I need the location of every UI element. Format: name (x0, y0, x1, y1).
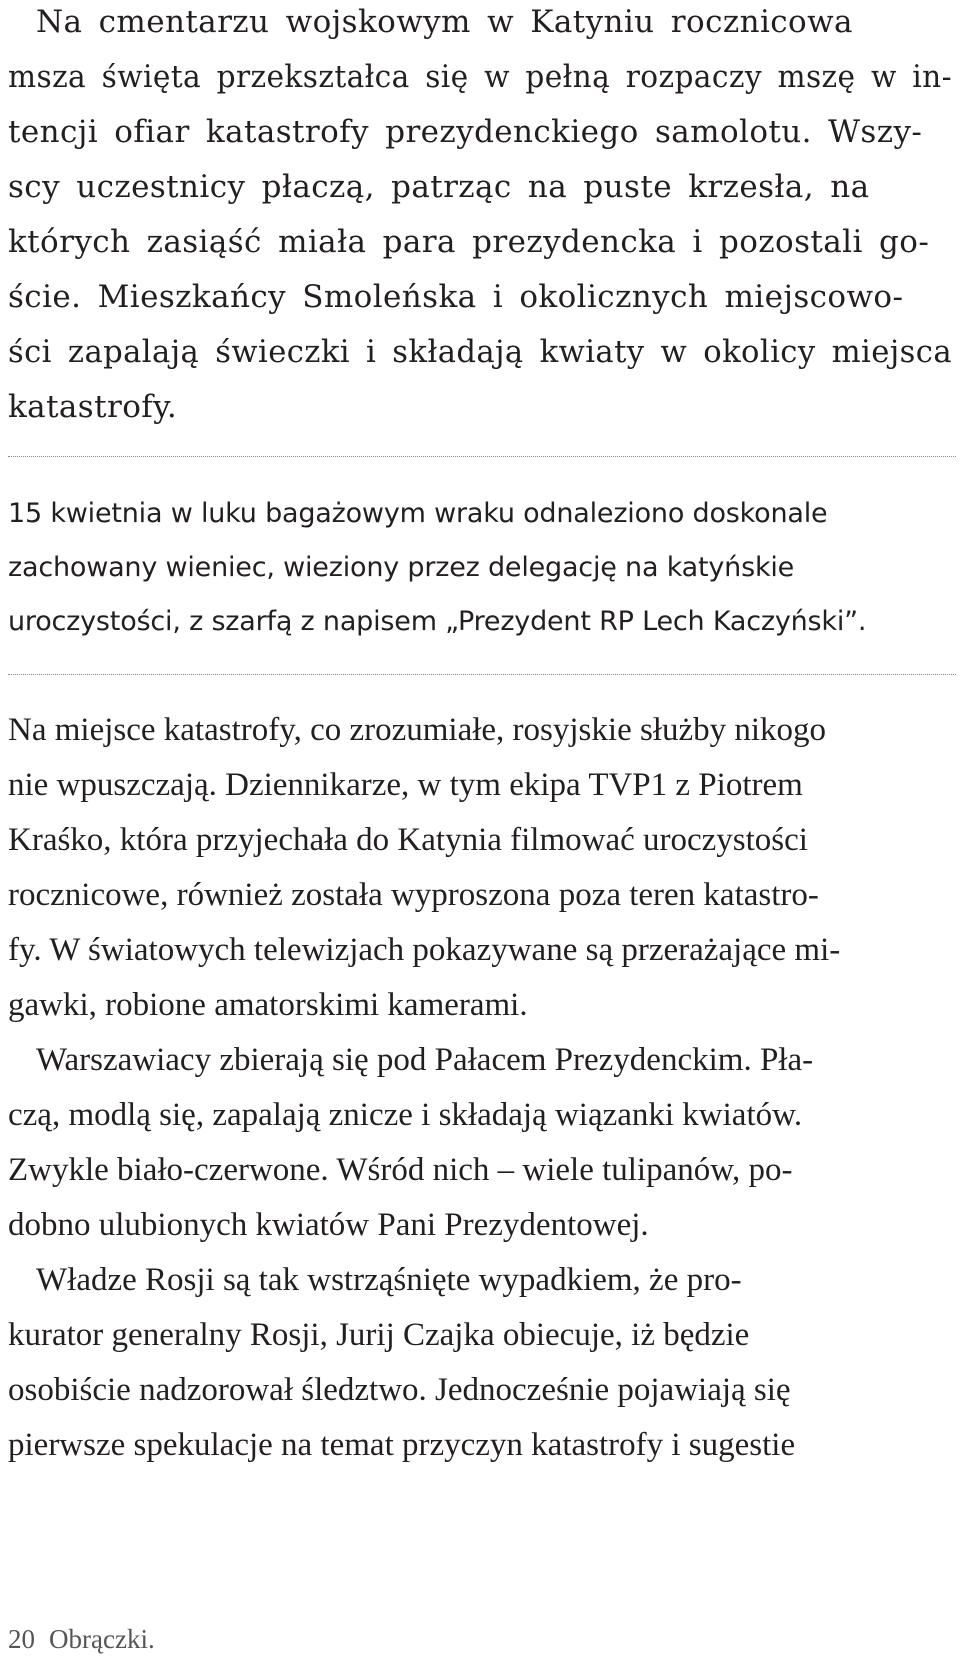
dotted-divider (8, 674, 956, 675)
text-line: Na cmentarzu wojskowym w Katyniu rocznicowa (36, 4, 853, 40)
text-line: pierwsze spekulacje na temat przyczyn katastrofy i sugestie (8, 1427, 796, 1463)
text-line: ście. Mieszkańcy Smoleńska i okolicznych miejscowo- (8, 279, 904, 315)
text-line: msza święta przekształca się w pełną rozpaczy mszę w in- (8, 59, 952, 95)
text-line: ści zapalają świeczki i składają kwiaty w okolicy miejsca (8, 334, 952, 370)
text-line: katastrofy. (8, 389, 178, 425)
text-line: dobno ulubionych kwiatów Pani Prezydentowej. (8, 1207, 649, 1243)
text-line: których zasiąść miała para prezydencka i pozostali go- (8, 224, 930, 260)
caption-line: uroczystości, z szarfą z napisem „Prezydent RP Lech Kaczyński”. (8, 606, 867, 637)
text-line: Zwykle biało-czerwone. Wśród nich – wiele tulipanów, po- (8, 1152, 793, 1188)
text-line: fy. W światowych telewizjach pokazywane są przerażające mi- (8, 932, 841, 968)
text-line: Kraśko, która przyjechała do Katynia filmować uroczystości (8, 822, 808, 858)
text-line: scy uczestnicy płaczą, patrząc na puste krzesła, na (8, 169, 870, 205)
text-line: Na miejsce katastrofy, co zrozumiałe, rosyjskie służby nikogo (8, 712, 827, 748)
text-line: gawki, robione amatorskimi kamerami. (8, 987, 528, 1023)
text-line: kurator generalny Rosji, Jurij Czajka obiecuje, iż będzie (8, 1317, 750, 1353)
text-line: osobiście nadzorował śledztwo. Jednocześnie pojawiają się (8, 1372, 791, 1408)
caption-line: zachowany wieniec, wieziony przez delegację na katyńskie (8, 552, 795, 583)
dotted-divider (8, 456, 956, 457)
text-line: Warszawiacy zbierają się pod Pałacem Prezydenckim. Pła- (36, 1042, 814, 1078)
caption-line: 15 kwietnia w luku bagażowym wraku odnaleziono doskonale (8, 498, 828, 529)
running-title: Obrączki. (49, 1624, 155, 1654)
text-line: czą, modlą się, zapalają znicze i składają wiązanki kwiatów. (8, 1097, 803, 1133)
page-number: 20 (8, 1624, 35, 1654)
page-footer (8, 1624, 155, 1655)
text-line: Władze Rosji są tak wstrząśnięte wypadkiem, że pro- (36, 1262, 742, 1298)
text-line: rocznicowe, również została wyproszona poza teren katastro- (8, 877, 819, 913)
text-line: nie wpuszczają. Dziennikarze, w tym ekipa TVP1 z Piotrem (8, 767, 803, 803)
text-line: tencji ofiar katastrofy prezydenckiego samolotu. Wszy- (8, 114, 923, 150)
